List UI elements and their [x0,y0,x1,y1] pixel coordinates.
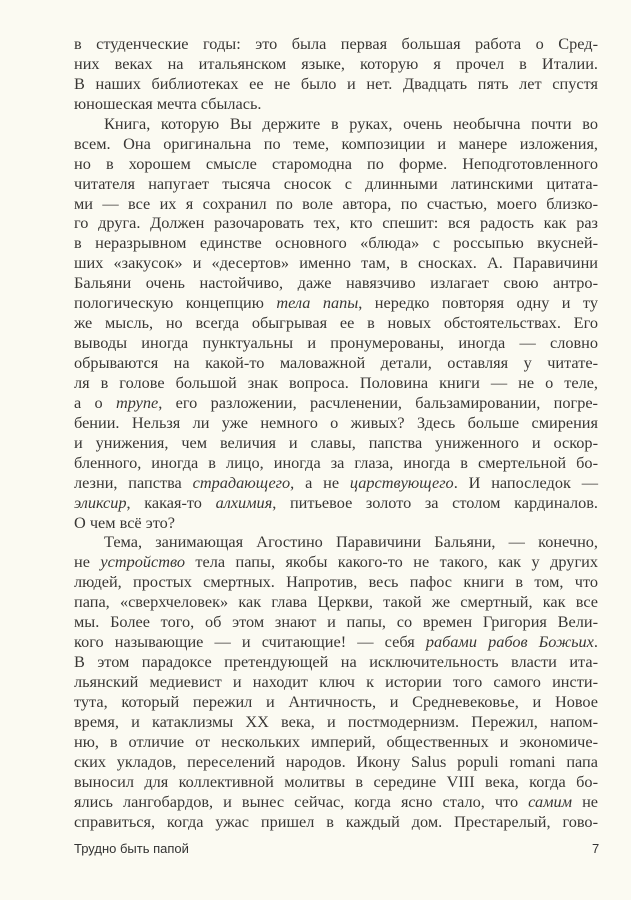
text-line [74,54,598,74]
text-segment: людей, простых смертных. Напротив, весь пафос книги в том, что [74,572,598,592]
text-segment: тута, который пережил и Античность, и Средневековье, и Новое [74,691,598,711]
text-line [74,532,598,552]
text-line [74,393,598,413]
text-segment: юношеская мечта сбылась. [74,93,262,113]
text-segment: го друга. Должен разочаровать тех, кто спешит: вся радость как раз [74,213,598,233]
text-segment: О чем всё это? [74,512,175,532]
text-segment: мы. Более того, об этом знают и папы, со времен Григория Вели- [74,612,598,632]
text-line [74,792,598,812]
text-segment: читателя напугает тысяча сносок с длинными латинскими цитата- [74,173,598,193]
text-line [74,732,598,752]
text-segment: Бальяни очень настойчиво, даже навязчиво излагает свою антро- [74,273,598,293]
text-segment: тела папы, якобы какого-то не такого, как у других [185,552,598,572]
text-line [74,513,598,533]
text-segment: выводы иногда пунктуальны и пронумерованы, иногда — словно [74,333,598,353]
italic-text: рабами рабов Божьих [425,632,594,652]
text-line [74,453,598,473]
text-line [74,373,598,393]
text-segment: и унижения, чем величия и славы, папства униженного и оскор- [74,432,598,452]
text-line [74,74,598,94]
text-line [74,174,598,194]
text-segment: ми — все их я сохранил по воле автора, по счастью, моего близко- [74,193,598,213]
text-segment: льянский медиевист и находит ключ к истории того самого инсти- [74,672,598,691]
text-segment: всем. Она оригинальна по теме, композиции и манере изложения, [74,133,598,153]
text-segment: обрываются на какой-то маловажной детали, оставляя у читате- [74,353,598,372]
text-line [74,572,598,592]
text-line [74,632,598,652]
text-segment: но в хорошем смысле старомодна по форме. Неподготовленного [74,153,598,173]
italic-text: страдающего [192,472,291,492]
text-line [74,114,598,134]
text-line [74,433,598,453]
text-segment: Тема, занимающая Агостино Паравичини Бальяни, — конечно, [104,532,598,552]
text-segment: пологическую концепцию [74,293,277,313]
text-segment: же мысль, но всегда обыгрывая ее в новых обстоятельствах. Его [74,313,598,333]
paragraph [74,34,598,114]
text-line [74,812,598,832]
text-segment: бении. Нельзя ли уже немного о живых? Здесь больше смирения [74,412,598,432]
text-line [74,353,598,373]
text-line [74,253,598,273]
text-line [74,293,598,313]
text-line [74,692,598,712]
text-line [74,94,598,114]
text-segment: , нередко повторяя одну и ту [358,293,598,313]
text-segment: , питьевое золото за столом кардиналов. [272,492,598,512]
text-line [74,413,598,433]
italic-text: эликсир [74,492,127,512]
italic-text: трупе [115,392,159,412]
text-line [74,273,598,293]
text-line [74,333,598,353]
italic-text: самим [528,791,573,811]
text-segment: , его разложении, расчленении, бальзамировании, погре- [158,392,598,412]
running-head: Трудно быть папой [74,841,189,856]
text-segment: . [593,632,598,652]
text-segment: а о [74,392,116,412]
text-segment: время, и катаклизмы XX века, и постмодернизм. Пережил, напом- [74,711,598,731]
text-line [74,473,598,493]
italic-text: тела папы [276,293,359,313]
text-line [74,154,598,174]
text-segment: бленного, иногда в лицо, иногда за глаза, иногда в смертельной бо- [74,452,598,472]
text-segment: кого называющие — и считающие! — себя [74,632,426,652]
text-segment: не [74,552,101,572]
text-segment: ских укладов, переселений народов. Икону Salus populi romani папа [74,751,598,771]
text-segment: В наших библиотеках ее не было и нет. Двадцать пять лет спустя [74,73,598,93]
text-line [74,552,598,572]
text-segment: , какая-то [126,492,216,512]
text-line [74,233,598,253]
text-line [74,313,598,333]
text-segment: лезни, папства [74,472,193,492]
text-segment: ших «закусок» и «десертов» именно там, в сносках. А. Паравичини [74,253,598,273]
italic-text: устройство [100,552,185,572]
text-line [74,194,598,214]
text-segment: Книга, которую Вы держите в руках, очень необычна почти во [104,113,598,133]
text-segment: в студенческие годы: это была первая большая работа о Сред- [74,34,598,53]
italic-text: алхимия [215,492,273,512]
text-segment: ню, в отличие от нескольких империй, общественных и экономиче- [74,731,598,751]
text-line [74,752,598,772]
text-line [74,612,598,632]
text-line [74,712,598,732]
text-line [74,493,598,513]
text-line [74,592,598,612]
text-segment: в неразрывном единстве основного «блюда» с россыпью вкусней- [74,233,598,253]
text-segment: В этом парадоксе претендующей на исключительность власти ита- [74,652,598,672]
page-number: 7 [592,841,600,856]
text-segment: справиться, когда ужас пришел в каждый дом. Престарелый, гово- [74,811,598,831]
text-line [74,652,598,672]
text-segment: не [572,791,599,811]
body-text [74,34,598,832]
text-line [74,213,598,233]
italic-text: царствующего [349,472,454,492]
text-segment: папа, «сверхчеловек» как глава Церкви, такой же смертный, как все [74,592,598,612]
text-segment: ля в голове большой знак вопроса. Половина книги — не о теле, [74,372,598,392]
text-segment: . И напоследок — [453,472,598,492]
text-line [74,772,598,792]
text-segment: выносил для коллективной молитвы в середине VIII века, когда бо- [74,771,598,791]
text-segment: них веках на итальянском языке, которую я прочел в Италии. [74,53,598,73]
paragraph [74,532,598,831]
text-line [74,34,598,54]
text-line [74,672,598,692]
paragraph [74,114,598,533]
text-segment: ялись лангобардов, и вынес сейчас, когда ясно стало, что [74,791,529,811]
text-segment: , а не [290,472,350,492]
text-line [74,134,598,154]
